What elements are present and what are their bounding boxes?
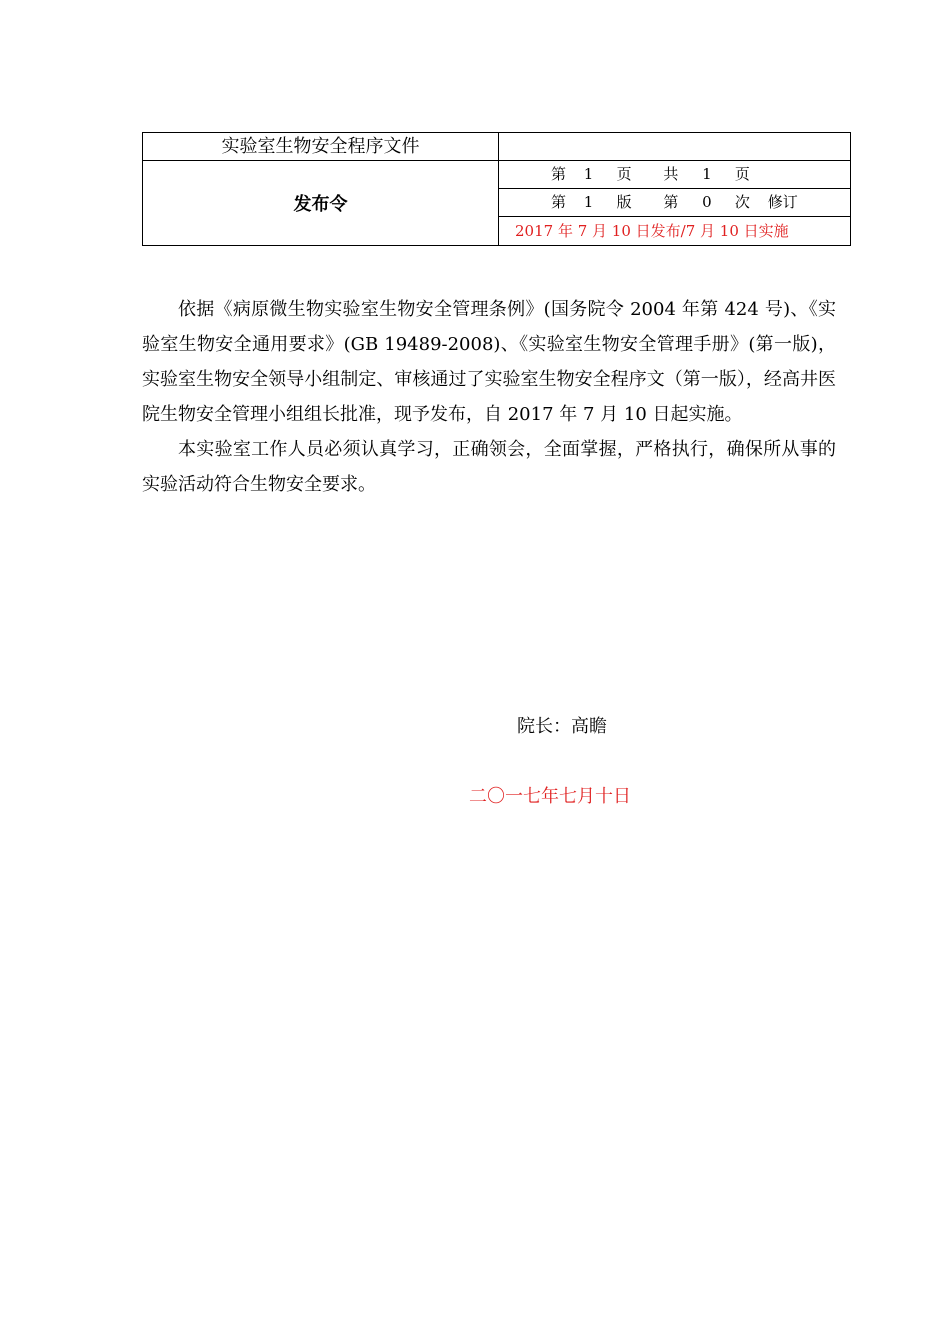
publish-line: 2017 年 7 月 10 日发布/7 月 10 日实施 <box>499 217 851 246</box>
page-gong: 共 <box>663 165 679 183</box>
page-di: 第 <box>551 165 567 183</box>
doc-title: 实验室生物安全程序文件 <box>143 133 499 161</box>
page-info <box>499 161 851 189</box>
page-ye2: 页 <box>734 165 750 183</box>
page-number: 1 <box>583 165 594 183</box>
revision-xiuding: 修订 <box>767 193 798 211</box>
revision-number: 0 <box>702 193 712 211</box>
revision-ci: 次 <box>734 193 750 211</box>
paragraph-1: 依据《病原微生物实验室生物安全管理条例》(国务院令 2004 年第 424 号)、《实验室生物安全通用要求》(GB 19489-2008)、《实验室生物安全管理手册》(第一版)，实验室生物安全领导小组制定、审核通过了实验室生物安全程序文（第一版），经高井医院生物安全管理小组组长批准，现予发布，自 2017 年 7 月 10 日起实施。 <box>142 299 836 425</box>
body-content <box>142 292 836 502</box>
paragraph-2: 本实验室工作人员必须认真学习，正确领会，全面掌握，严格执行，确保所从事的实验活动符合生物安全要求。 <box>142 439 836 495</box>
signature: 院长：高瞻 <box>517 716 607 737</box>
edition-di: 第 <box>551 193 567 211</box>
order-title: 发布令 <box>143 161 499 246</box>
edition-ban: 版 <box>616 193 632 211</box>
signing-date: 二〇一七年七月十日 <box>469 786 631 807</box>
page-total: 1 <box>702 165 712 183</box>
edition-di2: 第 <box>663 193 679 211</box>
header-table <box>142 132 851 246</box>
edition-info <box>499 189 851 217</box>
edition-number: 1 <box>583 193 594 211</box>
page-ye: 页 <box>616 165 632 183</box>
header-empty-cell <box>499 133 851 161</box>
